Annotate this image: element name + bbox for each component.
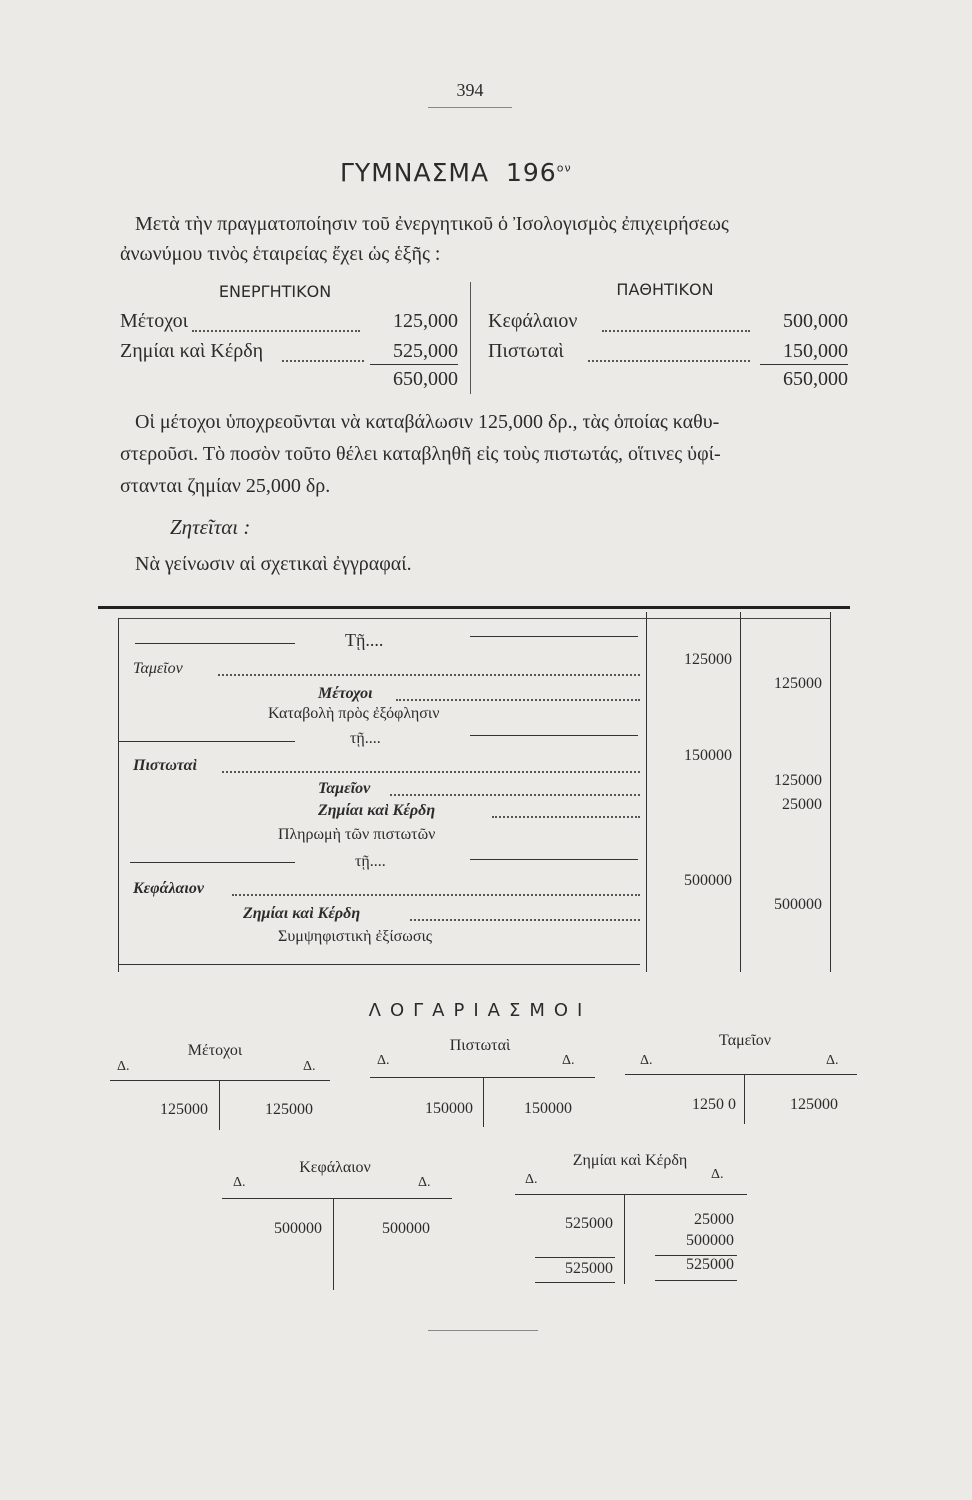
ledger-t-divider — [333, 1198, 334, 1290]
ledger-account-name: Κεφάλαιον — [299, 1159, 371, 1176]
page-end-rule — [428, 1330, 538, 1331]
ledger-debit-amount: 500000 — [274, 1220, 322, 1237]
exercise-title — [340, 158, 640, 187]
ledger-total-rule — [535, 1282, 615, 1283]
ledger-t-rule — [110, 1080, 330, 1081]
title-number: 196 — [506, 158, 557, 187]
required-text: Νὰ γείνωσιν αἱ σχετικαὶ ἐγγραφαί. — [135, 553, 412, 575]
entry-date: τῇ.... — [350, 730, 381, 747]
credit-amount: 125000 — [774, 675, 822, 692]
date-rule — [470, 636, 638, 637]
credit-side-label: Δ. — [711, 1167, 724, 1182]
liability-value-1: 500,000 — [783, 310, 848, 332]
liability-value-2: 150,000 — [783, 340, 848, 362]
asset-value-1: 125,000 — [393, 310, 458, 332]
ledger-account-name: Μέτοχοι — [187, 1042, 243, 1059]
liabilities-title: ΠΑΘΗΤΙΚΟΝ — [616, 280, 714, 299]
ledger-t-divider — [744, 1074, 745, 1124]
title-word: ΓΥΜΝΑΣΜΑ — [340, 158, 490, 187]
asset-sum-rule — [370, 364, 458, 365]
asset-value-2: 525,000 — [393, 340, 458, 362]
journal-col-rule — [646, 612, 647, 972]
credit-amount: 500000 — [774, 896, 822, 913]
debit-amount: 500000 — [684, 872, 732, 889]
credit-amount: 25000 — [782, 796, 822, 813]
credit-side-label: Δ. — [303, 1059, 316, 1074]
date-rule — [130, 862, 295, 863]
ledger-debit-amount: 150000 — [425, 1100, 473, 1117]
liability-sum-rule — [760, 364, 848, 365]
ledger-credit-amount: 25000 — [694, 1211, 734, 1228]
leader-dots — [222, 771, 640, 773]
journal-left-border — [118, 618, 119, 972]
journal-top-rule — [98, 606, 850, 609]
balance-divider — [470, 282, 471, 394]
ledger-t-rule — [515, 1194, 747, 1195]
body-line-3: στανται ζημίαν 25,000 δρ. — [120, 475, 331, 497]
liability-label-1: Κεφάλαιον — [488, 310, 578, 332]
body-line-2: στεροῦσι. Τὸ ποσὸν τοῦτο θέλει καταβληθῆ εἰς τοὺς πιστωτάς, οἵτινες ὑφί- — [120, 443, 721, 465]
date-rule — [135, 643, 295, 644]
liability-label-2: Πιστωταὶ — [488, 340, 564, 362]
ledger-sum-rule — [535, 1257, 615, 1258]
page-number: 394 — [456, 80, 484, 100]
body-line-1: Οἱ μέτοχοι ὑποχρεοῦνται νὰ καταβάλωσιν 125,000 δρ., τὰς ὁποίας καθυ- — [135, 411, 720, 433]
intro-line-1: Μετὰ τὴν πραγματοποίησιν τοῦ ἐνεργητικοῦ ὁ Ἰσολογισμὸς ἐπιχειρήσεως — [135, 213, 729, 235]
page-number-rule — [428, 107, 512, 108]
ledger-debit-amount: 125000 — [160, 1101, 208, 1118]
credit-amount: 125000 — [774, 772, 822, 789]
debit-amount: 150000 — [684, 747, 732, 764]
ledger-credit-total: 525000 — [686, 1256, 734, 1273]
ledger-t-divider — [483, 1077, 484, 1127]
debit-account: Κεφάλαιον — [133, 880, 204, 897]
ledger-t-rule — [222, 1198, 452, 1199]
intro-line-2: ἀνωνύμου τινὸς ἑταιρείας ἔχει ὡς ἑξῆς : — [120, 243, 441, 265]
ledger-title: ΛΟΓΑΡΙΑΣΜΟΙ — [368, 1000, 592, 1021]
entry-narration: Συμψηφιστικὴ ἐξίσωσις — [278, 928, 433, 945]
leader-dots — [396, 699, 640, 701]
date-rule — [470, 859, 638, 860]
leader-dots — [390, 794, 640, 796]
credit-account: Ζημίαι καὶ Κέρδη — [318, 802, 436, 819]
entry-narration: Καταβολὴ πρὸς ἐξόφλησιν — [268, 705, 440, 722]
ledger-account-name: Πιστωταὶ — [449, 1037, 511, 1054]
credit-side-label: Δ. — [826, 1053, 839, 1068]
date-rule — [118, 741, 295, 742]
ledger-t-rule — [625, 1074, 857, 1075]
credit-side-label: Δ. — [418, 1175, 431, 1190]
credit-side-label: Δ. — [562, 1053, 575, 1068]
leader-dots — [492, 816, 640, 818]
leader-dots — [218, 674, 640, 676]
credit-account: Ζημίαι καὶ Κέρδη — [243, 905, 361, 922]
ledger-account-name: Ταμεῖον — [719, 1032, 771, 1049]
ledger-credit-amount: 500000 — [686, 1232, 734, 1249]
debit-account: Ταμεῖον — [133, 660, 183, 677]
ledger-debit-amount: 525000 — [565, 1215, 613, 1232]
journal-right-border — [830, 612, 831, 972]
entry-narration: Πληρωμὴ τῶν πιστωτῶν — [278, 826, 436, 843]
required-label: Ζητεῖται : — [170, 515, 251, 539]
leader-dots — [588, 360, 750, 362]
debit-side-label: Δ. — [233, 1175, 246, 1190]
journal-bottom-rule — [118, 964, 640, 965]
assets-total: 650,000 — [393, 368, 458, 390]
assets-title: ΕΝΕΡΓΗΤΙΚΟΝ — [218, 282, 332, 301]
title-suffix: ον — [556, 161, 572, 175]
debit-side-label: Δ. — [525, 1172, 538, 1187]
asset-label-2: Ζημίαι καὶ Κέρδη — [120, 340, 264, 362]
debit-account: Πιστωταὶ — [133, 757, 197, 774]
asset-label-1: Μέτοχοι — [120, 310, 189, 332]
ledger-credit-amount: 125000 — [790, 1096, 838, 1113]
leader-dots — [410, 919, 640, 921]
ledger-total-rule — [655, 1280, 737, 1281]
liabilities-total: 650,000 — [783, 368, 848, 390]
ledger-credit-amount: 150000 — [524, 1100, 572, 1117]
journal-inner-rule — [118, 618, 830, 619]
leader-dots — [602, 330, 750, 332]
ledger-account-name: Ζημίαι καὶ Κέρδη — [572, 1152, 688, 1169]
debit-side-label: Δ. — [117, 1059, 130, 1074]
leader-dots — [192, 330, 360, 332]
debit-side-label: Δ. — [377, 1053, 390, 1068]
date-rule — [470, 735, 638, 736]
leader-dots — [282, 360, 364, 362]
journal-col-rule — [740, 612, 741, 972]
entry-date: Τῇ.... — [345, 630, 384, 650]
ledger-debit-total: 525000 — [565, 1260, 613, 1277]
credit-account: Μέτοχοι — [318, 685, 373, 702]
leader-dots — [232, 894, 640, 896]
ledger-t-divider — [219, 1080, 220, 1130]
ledger-credit-amount: 500000 — [382, 1220, 430, 1237]
entry-date: τῇ.... — [355, 853, 386, 870]
debit-side-label: Δ. — [640, 1053, 653, 1068]
debit-amount: 125000 — [684, 651, 732, 668]
credit-account: Ταμεῖον — [318, 780, 371, 797]
ledger-t-divider — [624, 1194, 625, 1284]
ledger-debit-amount: 1250 0 — [692, 1096, 736, 1113]
ledger-credit-amount: 125000 — [265, 1101, 313, 1118]
